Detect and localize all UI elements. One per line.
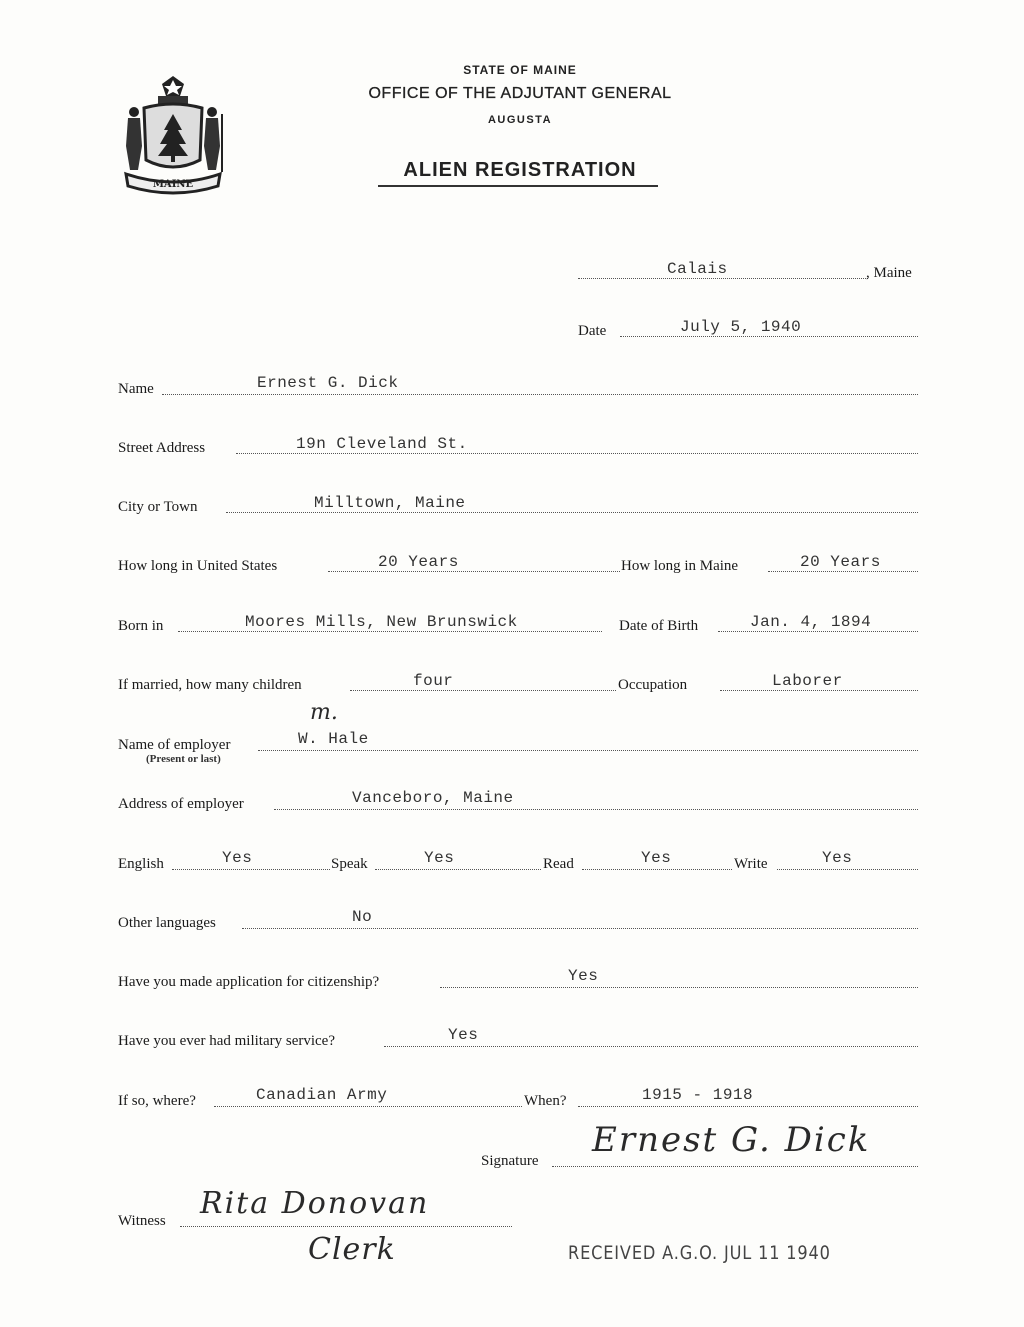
born-in-line: [178, 631, 602, 632]
citizenship-line: [440, 987, 918, 988]
english-label: English: [118, 856, 164, 872]
date-of-birth-value: Jan. 4, 1894: [750, 613, 872, 631]
witness-line: [180, 1226, 512, 1227]
where-line: [214, 1106, 522, 1107]
witness-title: Clerk: [308, 1232, 396, 1267]
occupation-label: Occupation: [618, 677, 688, 693]
name-value: Ernest G. Dick: [257, 374, 399, 392]
children-value: four: [413, 672, 454, 690]
military-value: Yes: [448, 1026, 479, 1044]
employer-row: [0, 730, 1024, 754]
born-row: [0, 611, 1024, 635]
employer-value: W. Hale: [298, 730, 369, 748]
city-value: Milltown, Maine: [314, 494, 466, 512]
employer-address-row: [0, 789, 1024, 813]
place-suffix: , Maine: [866, 265, 912, 281]
witness-label: Witness: [118, 1213, 166, 1229]
seal-text: MAINE: [152, 179, 194, 190]
city-line: [226, 512, 918, 513]
employer-address-line: [274, 809, 918, 810]
place-row: [0, 258, 1024, 282]
received-stamp: RECEIVED A.G.O. JUL 11 1940: [568, 1242, 831, 1264]
read-line: [582, 869, 732, 870]
write-value: Yes: [822, 849, 853, 867]
date-label: Date: [578, 323, 607, 339]
military-line: [384, 1046, 918, 1047]
employer-address-label: Address of employer: [118, 796, 244, 812]
employer-sublabel: (Present or last): [146, 753, 221, 765]
how-long-us-label: How long in United States: [118, 558, 278, 574]
speak-value: Yes: [424, 849, 455, 867]
where-label: If so, where?: [118, 1093, 196, 1109]
street-value: 19n Cleveland St.: [296, 435, 468, 453]
other-languages-label: Other languages: [118, 915, 216, 931]
name-label: Name: [118, 381, 154, 397]
when-value: 1915 - 1918: [642, 1086, 754, 1104]
citizenship-label: Have you made application for citizenship?: [118, 974, 380, 990]
street-row: [0, 433, 1024, 457]
date-of-birth-label: Date of Birth: [619, 618, 699, 634]
occupation-line: [720, 690, 918, 691]
title-underline: [378, 185, 658, 187]
street-line: [236, 453, 918, 454]
english-value: Yes: [222, 849, 253, 867]
how-long-us-value: 20 Years: [378, 553, 459, 571]
citizenship-row: [0, 967, 1024, 991]
employer-label: Name of employer: [118, 737, 231, 753]
header-state: STATE OF MAINE: [463, 63, 577, 77]
occupation-value: Laborer: [772, 672, 843, 690]
other-languages-row: [0, 908, 1024, 932]
citizenship-value: Yes: [568, 967, 599, 985]
signature-row: [0, 1146, 1024, 1170]
how-long-us-line: [328, 571, 620, 572]
read-value: Yes: [641, 849, 672, 867]
how-long-maine-label: How long in Maine: [621, 558, 739, 574]
signature-line: [552, 1166, 918, 1167]
employer-line: [258, 750, 918, 751]
military-row: [0, 1026, 1024, 1050]
other-languages-line: [242, 928, 918, 929]
children-label: If married, how many children: [118, 677, 302, 693]
employer-address-value: Vanceboro, Maine: [352, 789, 514, 807]
children-line: [350, 690, 616, 691]
place-value: Calais: [667, 260, 728, 278]
signature-label: Signature: [481, 1153, 539, 1169]
form-title: ALIEN REGISTRATION: [403, 159, 637, 181]
how-long-row: [0, 551, 1024, 575]
signature-value: Ernest G. Dick: [592, 1120, 871, 1160]
header-city: AUGUSTA: [487, 114, 553, 126]
speak-label: Speak: [331, 856, 368, 872]
city-row: [0, 492, 1024, 516]
how-long-maine-line: [768, 571, 918, 572]
english-line: [172, 869, 330, 870]
children-row: [0, 670, 1024, 694]
header-office: OFFICE OF THE ADJUTANT GENERAL: [368, 85, 672, 102]
write-label: Write: [734, 856, 768, 872]
read-label: Read: [543, 856, 574, 872]
born-in-label: Born in: [118, 618, 164, 634]
when-label: When?: [524, 1093, 567, 1109]
date-row: [0, 316, 1024, 340]
language-row: [0, 849, 1024, 873]
name-row: [0, 374, 1024, 398]
write-line: [777, 869, 918, 870]
date-line: [620, 336, 918, 337]
speak-line: [375, 869, 541, 870]
witness-row: [0, 1206, 1024, 1230]
place-line: [578, 278, 868, 279]
when-line: [578, 1106, 918, 1107]
service-row: [0, 1086, 1024, 1110]
where-value: Canadian Army: [256, 1086, 388, 1104]
other-languages-value: No: [352, 908, 373, 926]
date-value: July 5, 1940: [680, 318, 802, 336]
witness-value: Rita Donovan: [200, 1186, 430, 1221]
name-line: [162, 394, 918, 395]
military-label: Have you ever had military service?: [118, 1033, 335, 1049]
how-long-maine-value: 20 Years: [800, 553, 881, 571]
born-in-value: Moores Mills, New Brunswick: [245, 613, 518, 631]
city-label: City or Town: [118, 499, 198, 515]
street-label: Street Address: [118, 440, 206, 456]
date-of-birth-line: [718, 631, 918, 632]
employer-correction: m.: [310, 700, 338, 725]
